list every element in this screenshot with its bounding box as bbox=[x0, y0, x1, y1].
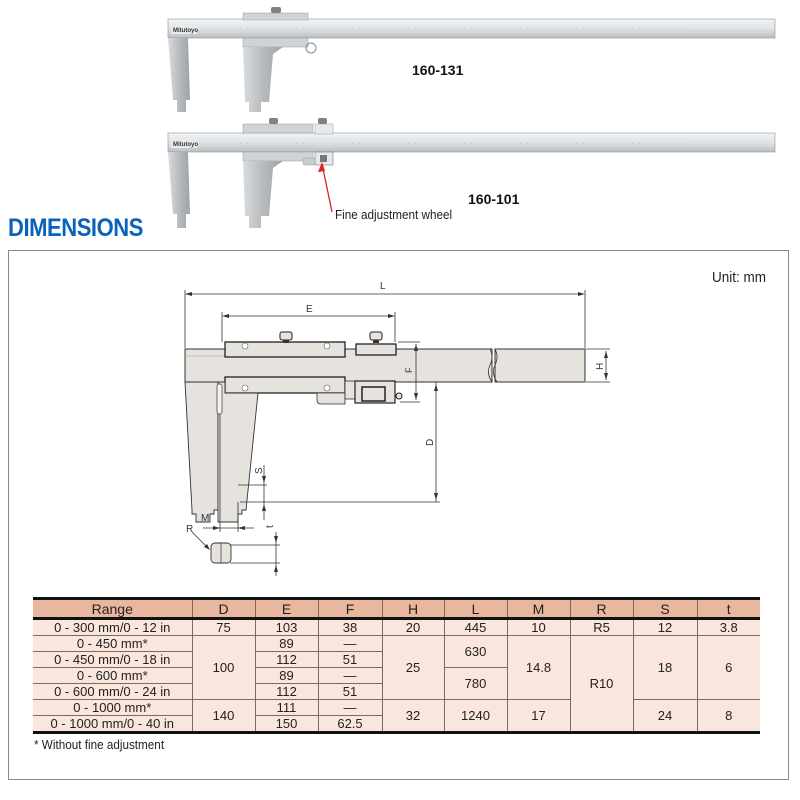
cell-m: 10 bbox=[507, 619, 570, 636]
cell-range: 0 - 1000 mm/0 - 40 in bbox=[33, 716, 192, 733]
cell-l: 1240 bbox=[444, 700, 507, 733]
product-photo-160-101 bbox=[165, 116, 780, 238]
cell-s: 12 bbox=[633, 619, 697, 636]
cell-h: 32 bbox=[382, 700, 444, 733]
product-photo-160-131 bbox=[165, 4, 780, 114]
cell-range: 0 - 450 mm/0 - 18 in bbox=[33, 652, 192, 668]
cell-e: 150 bbox=[255, 716, 318, 733]
table-header-row bbox=[33, 599, 760, 619]
cell-e: 89 bbox=[255, 668, 318, 684]
cell-f: 51 bbox=[318, 652, 382, 668]
header-range: Range bbox=[33, 599, 192, 619]
cell-t: 8 bbox=[697, 700, 760, 733]
table-row bbox=[33, 636, 760, 652]
cell-range: 0 - 600 mm/0 - 24 in bbox=[33, 684, 192, 700]
cell-m: 14.8 bbox=[507, 636, 570, 700]
cell-h: 25 bbox=[382, 636, 444, 700]
cell-l: 780 bbox=[444, 668, 507, 700]
cell-f: 62.5 bbox=[318, 716, 382, 733]
cell-range: 0 - 1000 mm* bbox=[33, 700, 192, 716]
cell-f: — bbox=[318, 668, 382, 684]
cell-range: 0 - 300 mm/0 - 12 in bbox=[33, 619, 192, 636]
cell-d: 100 bbox=[192, 636, 255, 700]
cell-f: — bbox=[318, 636, 382, 652]
header-f: F bbox=[318, 599, 382, 619]
cell-r: R5 bbox=[570, 619, 633, 636]
dimensions-table bbox=[33, 597, 760, 734]
cell-s: 18 bbox=[633, 636, 697, 700]
cell-f: — bbox=[318, 700, 382, 716]
table-row bbox=[33, 700, 760, 716]
header-e: E bbox=[255, 599, 318, 619]
cell-e: 103 bbox=[255, 619, 318, 636]
cell-t: 6 bbox=[697, 636, 760, 700]
cell-r: R10 bbox=[570, 636, 633, 733]
fine-adjustment-callout: Fine adjustment wheel bbox=[335, 207, 453, 222]
dim-label-E: E bbox=[306, 304, 313, 315]
header-r: R bbox=[570, 599, 633, 619]
unit-label: Unit: mm bbox=[712, 269, 766, 286]
header-h: H bbox=[382, 599, 444, 619]
table-row bbox=[33, 619, 760, 636]
dim-label-F: F bbox=[404, 367, 414, 373]
caliper-image bbox=[165, 116, 780, 238]
dimension-drawing bbox=[170, 270, 620, 590]
cell-e: 89 bbox=[255, 636, 318, 652]
cell-e: 112 bbox=[255, 684, 318, 700]
dim-label-S: S bbox=[254, 467, 265, 474]
cell-range: 0 - 600 mm* bbox=[33, 668, 192, 684]
header-s: S bbox=[633, 599, 697, 619]
cell-e: 111 bbox=[255, 700, 318, 716]
dim-label-D: D bbox=[425, 438, 436, 446]
cell-e: 112 bbox=[255, 652, 318, 668]
dim-label-t: t bbox=[265, 525, 276, 528]
header-l: L bbox=[444, 599, 507, 619]
dim-label-R: R bbox=[186, 524, 194, 535]
cell-d: 140 bbox=[192, 700, 255, 733]
model-label-160-131: 160-131 bbox=[412, 62, 464, 78]
cell-m: 17 bbox=[507, 700, 570, 733]
cell-l: 445 bbox=[444, 619, 507, 636]
dim-label-L: L bbox=[380, 281, 386, 292]
cell-d: 75 bbox=[192, 619, 255, 636]
dim-label-M: M bbox=[201, 513, 210, 524]
model-label-160-101: 160-101 bbox=[468, 191, 520, 207]
cell-s: 24 bbox=[633, 700, 697, 733]
cell-f: 38 bbox=[318, 619, 382, 636]
cell-l: 630 bbox=[444, 636, 507, 668]
header-t: t bbox=[697, 599, 760, 619]
header-d: D bbox=[192, 599, 255, 619]
cell-range: 0 - 450 mm* bbox=[33, 636, 192, 652]
section-title: DIMENSIONS bbox=[8, 214, 143, 242]
header-m: M bbox=[507, 599, 570, 619]
cell-t: 3.8 bbox=[697, 619, 760, 636]
table-footnote: * Without fine adjustment bbox=[34, 737, 165, 752]
dim-label-H: H bbox=[595, 362, 606, 370]
svg-text:Mitutoyo: Mitutoyo bbox=[173, 142, 198, 148]
cell-h: 20 bbox=[382, 619, 444, 636]
caliper-image bbox=[165, 4, 780, 114]
cell-f: 51 bbox=[318, 684, 382, 700]
svg-text:Mitutoyo: Mitutoyo bbox=[173, 28, 198, 34]
